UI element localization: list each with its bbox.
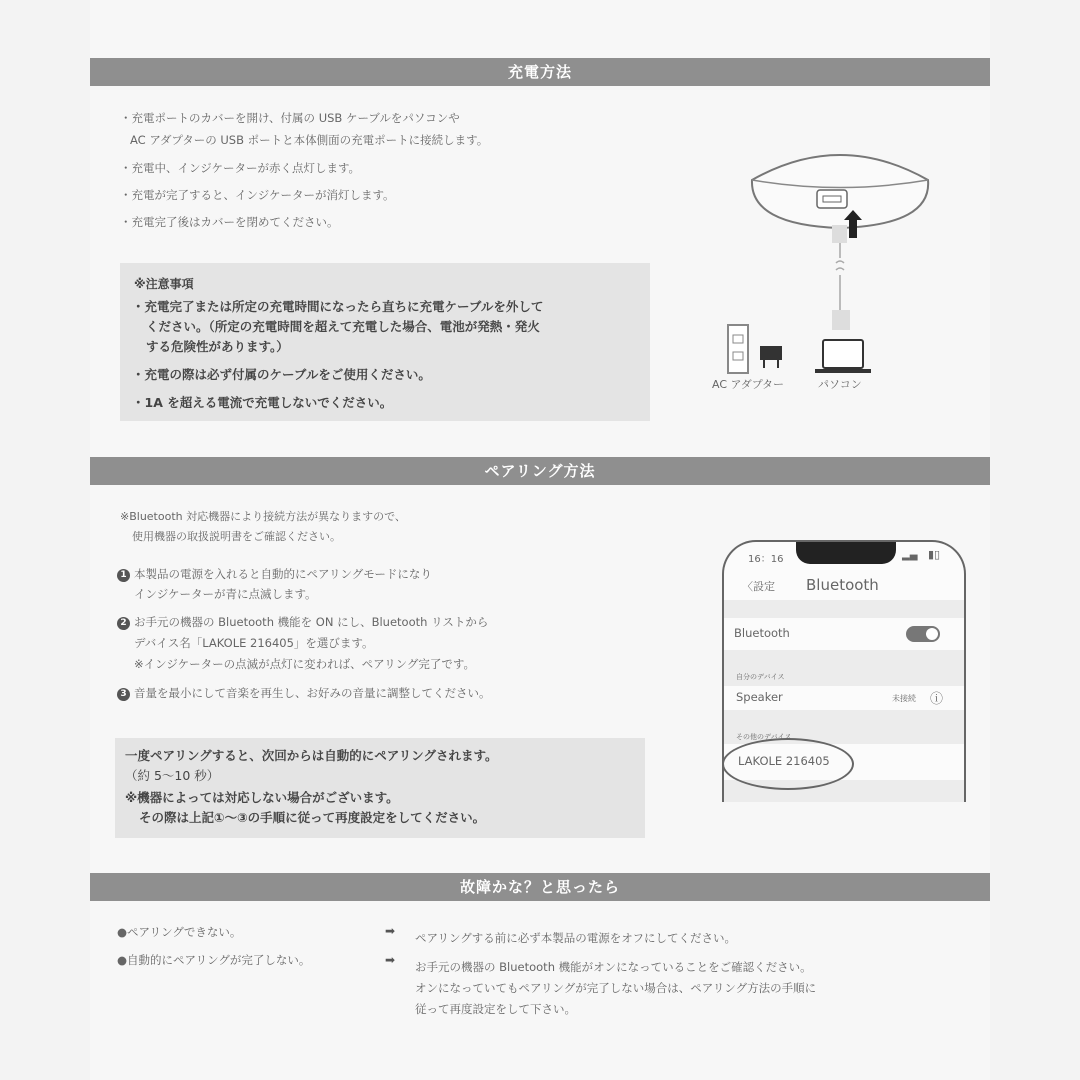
trouble-problem-1: ●ペアリングできない。 (117, 925, 242, 939)
caution-line-4: ・充電の際は必ず付属のケーブルをご使用ください。 (132, 367, 431, 382)
caution-line-5: ・1A を超える電流で充電しないでください。 (132, 395, 393, 410)
info-icon[interactable]: ⓘ (930, 692, 944, 707)
pairing-intro-2: 使用機器の取扱説明書をご確認ください。 (132, 530, 341, 543)
right-arrow-icon: ➡ (385, 953, 396, 967)
trouble-solution-2-line-3: 従って再度設定をして下さい。 (415, 1002, 576, 1016)
my-devices-header: 自分のデバイス (736, 673, 785, 681)
signal-icon: ▂▄ (902, 550, 918, 561)
pairing-step-1 (117, 566, 432, 582)
lakole-device[interactable]: LAKOLE 216405 (738, 754, 830, 768)
right-arrow-icon: ➡ (385, 924, 396, 938)
phone-separator (724, 600, 964, 618)
charging-bullet-4: ・充電完了後はカバーを閉めてください。 (120, 215, 339, 229)
laptop-icon (815, 340, 871, 373)
charging-bullet-1-cont: AC アダプターの USB ポートと本体側面の充電ポートに接続します。 (130, 133, 489, 147)
trouble-solution-1: ペアリングする前に必ず本製品の電源をオフにしてください。 (415, 931, 736, 945)
bluetooth-setting-label: Bluetooth (734, 626, 790, 640)
bluetooth-toggle[interactable] (906, 626, 940, 642)
ac-adapter-label: AC アダプター (712, 378, 784, 391)
caution-line-1: ・充電完了または所定の充電時間になったら直ちに充電ケーブルを外して (132, 299, 544, 314)
charging-bullet-3: ・充電が完了すると、インジケーターが消灯します。 (120, 188, 395, 202)
speaker-device[interactable]: Speaker (736, 690, 783, 704)
step-1-line-2: インジケーターが青に点滅します。 (134, 587, 317, 601)
charging-section-header: 充電方法 (90, 58, 990, 86)
charging-illustration (700, 140, 960, 400)
other-devices-header: その他のデバイス (736, 733, 792, 741)
step-number-2: 2 (117, 617, 130, 630)
trouble-section-header: 故障かな？と思ったら (90, 873, 990, 901)
step-number-1: 1 (117, 569, 130, 582)
pairing-note-line-4: その際は上記①～③の手順に従って再度設定をしてください。 (139, 810, 486, 825)
phone-screen-title: Bluetooth (806, 576, 879, 594)
ac-adapter-icon (760, 346, 782, 368)
charging-caution-box (120, 263, 650, 421)
wall-outlet-icon (728, 325, 748, 373)
caution-heading: ※注意事項 (134, 277, 194, 291)
trouble-problem-2: ●自動的にペアリングが完了しない。 (117, 953, 311, 967)
phone-notch (796, 540, 896, 564)
usb-cable-icon (832, 225, 850, 330)
caution-line-2: ください。（所定の充電時間を超えて充電した場合、電池が発熱・発火 (146, 319, 540, 334)
phone-time: 16：16 (748, 554, 784, 565)
pairing-step-2 (117, 614, 488, 630)
charging-bullet-2: ・充電中、インジケーターが赤く点灯します。 (120, 161, 361, 175)
device-highlight-circle (722, 738, 854, 790)
caution-line-3: する危険性があります。） (146, 339, 289, 354)
step-number-3: 3 (117, 688, 130, 701)
trouble-solution-2-line-2: オンになっていてもペアリングが完了しない場合は、ペアリング方法の手順に (415, 981, 817, 995)
phone-back-button[interactable]: 〈設定 (742, 580, 775, 593)
speaker-status: 未接続 (892, 694, 916, 703)
step-3-line-1: 音量を最小にして音楽を再生し、お好みの音量に調整してください。 (134, 686, 491, 700)
step-2-line-1: お手元の機器の Bluetooth 機能を ON にし、Bluetooth リストから (134, 615, 489, 629)
charging-bullet-1: ・充電ポートのカバーを開け、付属の USB ケーブルをパソコンや (120, 111, 460, 125)
pairing-intro-1: ※Bluetooth 対応機器により接続方法が異なりますので、 (120, 510, 406, 523)
battery-icon: ▮▯ (928, 548, 941, 561)
pairing-note-line-1: 一度ペアリングすると、次回からは自動的にペアリングされます。 (125, 748, 498, 763)
pairing-section-header: ペアリング方法 (90, 457, 990, 485)
step-2-line-3: ※インジケーターの点滅が点灯に変われば、ペアリング完了です。 (134, 657, 476, 671)
trouble-solution-2-line-1: お手元の機器の Bluetooth 機能がオンになっていることをご確認ください。 (415, 960, 812, 974)
step-2-line-2: デバイス名「LAKOLE 216405」を選びます。 (134, 636, 374, 650)
pairing-step-3 (117, 685, 491, 701)
pairing-note-line-3: ※機器によっては対応しない場合がございます。 (125, 790, 399, 805)
pairing-note-line-2: （約 5～10 秒） (125, 768, 220, 783)
pc-label: パソコン (818, 378, 862, 391)
step-1-line-1: 本製品の電源を入れると自動的にペアリングモードになり (134, 567, 432, 581)
pairing-note-box (115, 738, 645, 838)
speaker-icon (752, 155, 928, 228)
